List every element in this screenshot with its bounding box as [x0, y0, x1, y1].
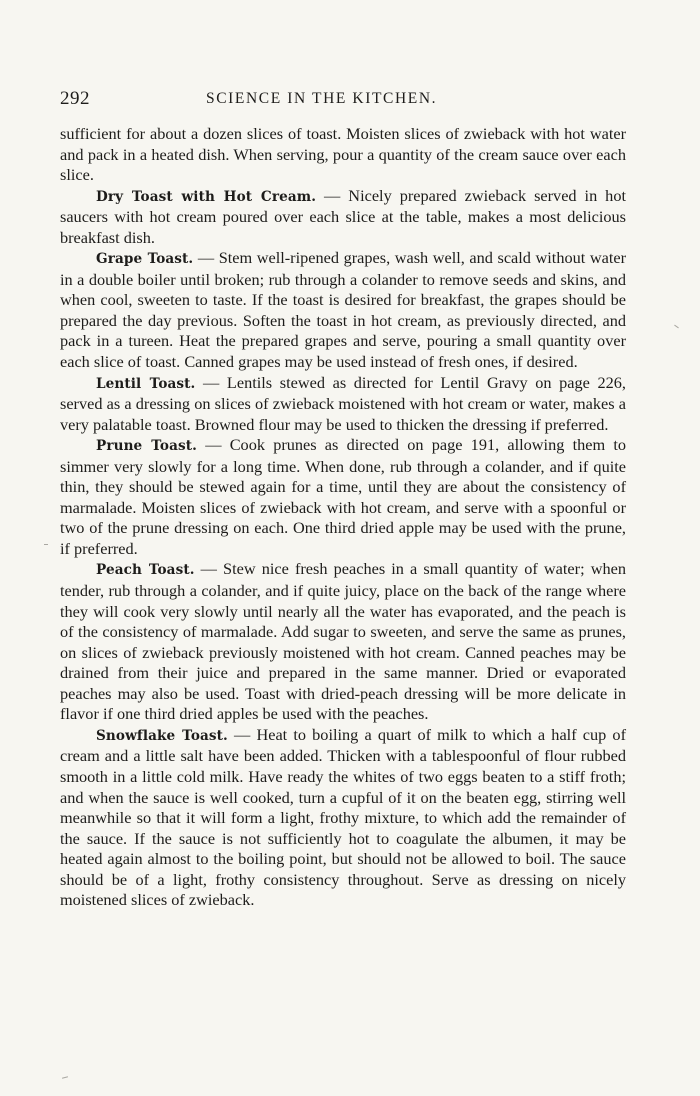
scan-speck	[62, 1076, 68, 1079]
paragraph-text: — Nicely prepared zwieback served in hot saucers with hot cream poured over each slice at the table, makes a most delicious breakfast dish.	[60, 185, 626, 247]
recipe-heading-prune-toast: Prune Toast.	[96, 438, 197, 455]
paragraph-grape-toast	[60, 248, 626, 372]
paragraph-dry-toast	[60, 186, 626, 249]
recipe-heading-peach-toast: Peach Toast.	[96, 562, 195, 579]
paragraph-lentil-toast	[60, 373, 626, 436]
running-head-title: SCIENCE IN THE KITCHEN.	[206, 90, 438, 107]
running-head	[60, 88, 626, 118]
recipe-heading-dry-toast: Dry Toast with Hot Cream.	[96, 188, 317, 205]
paragraph-text: — Lentils stewed as directed for Lentil Gravy on page 226, served as a dressing on slices of zwieback moistened with hot cream or water, makes a very palatable toast. Browned flour may be used to thicken the dressing if preferred.	[60, 372, 627, 434]
paragraph-text: — Cook prunes as directed on page 191, allowing them to simmer very slowly for a long time. When done, rub through a colander, and if quite thin, they should be stewed again for a time, until they are about the consistency of marmalade. Moisten slices of zwieback with hot cream, and serve with a spoonful or two of the prune dressing on each. One third dried apple may be used with the prune, if preferred.	[60, 435, 627, 558]
scan-speck	[44, 544, 48, 545]
paragraph-continuation	[60, 124, 626, 186]
paragraph-text: sufficient for about a dozen slices of toast. Moisten slices of zwieback with hot water and pack in a heated dish. When serving, pour a quantity of the cream sauce over each slice.	[60, 124, 626, 185]
paragraph-prune-toast	[60, 435, 626, 559]
recipe-heading-lentil-toast: Lentil Toast.	[96, 375, 196, 392]
paragraph-text: — Stew nice fresh peaches in a small quantity of water; when tender, rub through a colander, and if quite juicy, place on the back of the range where they will cook very slowly until nearly all the water has evaporated, and the peach is of the consistency of marmalade. Add sugar to sweeten, and serve the same as prunes, on slices of zwieback previously moistened with hot cream. Canned peaches may be drained from their juice and prepared in the same manner. Dried or evaporated peaches may also be used. Toast with dried-peach dressing will be more delicate in flavor if one third dried apples be used with the peaches.	[60, 559, 626, 724]
body-text	[60, 124, 626, 911]
paragraph-peach-toast	[60, 559, 626, 724]
page-number: 292	[60, 88, 90, 109]
scan-speck	[674, 325, 679, 329]
recipe-heading-snowflake-toast: Snowflake Toast.	[96, 727, 228, 744]
recipe-heading-grape-toast: Grape Toast.	[96, 251, 194, 268]
book-page	[60, 88, 626, 911]
paragraph-text: — Heat to boiling a quart of milk to which a half cup of cream and a little salt have been added. Thicken with a tablespoonful of flour rubbed smooth in a little cold milk. Have ready the whites of two eggs beaten to a stiff froth; and when the sauce is well cooked, turn a cupful of it on the beaten egg, stirring well meanwhile so that it will form a light, frothy mixture, to which add the remainder of the sauce. If the sauce is not sufficiently hot to coagulate the albumen, it may be heated again almost to the boiling point, but should not be allowed to boil. The sauce should be of a light, frothy consistency throughout. Serve as dressing on nicely moistened slices of zwieback.	[60, 724, 626, 910]
paragraph-snowflake-toast	[60, 725, 626, 911]
paragraph-text: — Stem well-ripened grapes, wash well, and scald without water in a double boiler until broken; rub through a colander to remove seeds and skins, and when cool, sweeten to taste. If the toast is desired for breakfast, the grapes should be prepared the day previous. Soften the toast in hot cream, as previously directed, and pack in a tureen. Heat the prepared grapes and serve, pouring a small quantity over each slice of toast. Canned grapes may be used instead of fresh ones, if desired.	[60, 248, 626, 372]
